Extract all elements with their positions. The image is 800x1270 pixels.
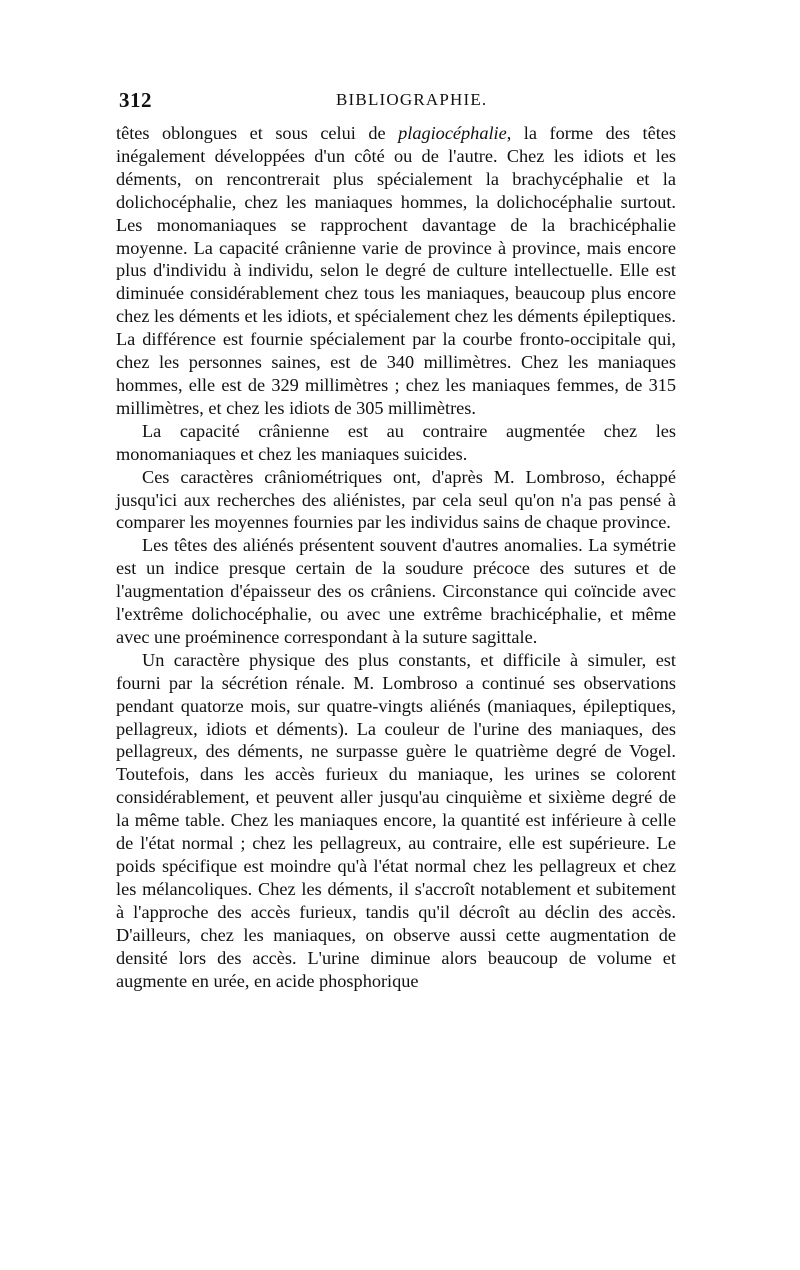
paragraph: La capacité crânienne est au contraire augmentée chez les monomaniaques et chez les maniaques suicides.	[116, 420, 676, 464]
paragraph: Ces caractères crâniométriques ont, d'après M. Lombroso, échappé jusqu'ici aux recherches des aliénistes, par cela seul qu'on n'a pas pensé à comparer les moyennes fournies par les individus sains de chaque province.	[116, 466, 676, 533]
body-text	[116, 122, 676, 992]
running-title: BIBLIOGRAPHIE.	[336, 90, 488, 109]
paragraph: Un caractère physique des plus constants, et difficile à simuler, est fourni par la sécrétion rénale. M. Lombroso a continué ses observations pendant quatorze mois, sur quatre-vingts aliénés (maniaques, épileptiques, pellagreux, idiots et déments). La couleur de l'urine des maniaques, des pellagreux, des déments, ne surpasse guère le quatrième degré de Vogel. Toutefois, dans les accès furieux du maniaque, les urines se colorent considérablement, et peuvent aller jusqu'au cinquième et sixième degré de la même table. Chez les maniaques encore, la quantité est inférieure à celle de l'état normal ; chez les pellagreux, au contraire, elle est supérieure. Le poids spécifique est moindre qu'à l'état normal chez les pellagreux et chez les mélancoliques. Chez les déments, il s'accroît notablement et subitement à l'approche des accès furieux, tandis qu'il décroît au déclin des accès. D'ailleurs, chez les maniaques, on observe aussi cette augmentation de densité lors des accès. L'urine diminue alors beaucoup de volume et augmente en urée, en acide phosphorique	[116, 649, 676, 991]
paragraph-text: , la forme des têtes inégalement développées d'un côté ou de l'autre. Chez les idiots et les déments, on rencontrerait plus spécialement la brachycéphalie et la dolichocéphalie, chez les maniaques hommes, la dolichocéphalie surtout. Les monomaniaques se rapprochent davantage de la brachicéphalie moyenne. La capacité crânienne varie de province à province, mais encore plus d'individu à individu, selon le degré de culture intellectuelle. Elle est diminuée considérablement chez tous les maniaques, beaucoup plus encore chez les déments et les idiots, et spécialement chez les déments épileptiques. La différence est fournie spécialement par la courbe fronto-occipitale qui, chez les personnes saines, est de 340 millimètres. Chez les maniaques hommes, elle est de 329 millimètres ; chez les maniaques femmes, de 315 millimètres, et chez les idiots de 305 millimètres.	[116, 123, 676, 418]
paragraph-continuation	[116, 122, 676, 420]
book-page	[116, 88, 676, 992]
paragraph-text: têtes oblongues et sous celui de	[116, 123, 399, 143]
paragraph: Les têtes des aliénés présentent souvent d'autres anomalies. La symétrie est un indice presque certain de la soudure précoce des sutures et de l'augmentation d'épaisseur des os crâniens. Circonstance qui coïncide avec l'extrême dolichocéphalie, ou avec une extrême brachicéphalie, et même avec une proéminence correspondant à la suture sagittale.	[116, 535, 676, 647]
italic-term: plagiocéphalie	[398, 123, 507, 143]
running-head	[116, 88, 676, 122]
page-number: 312	[119, 88, 152, 112]
